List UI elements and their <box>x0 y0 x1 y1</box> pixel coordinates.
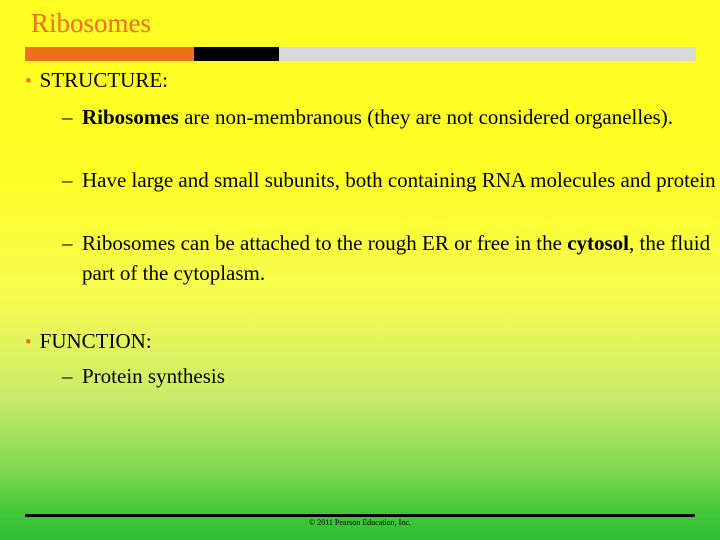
dash-icon: – <box>62 168 73 192</box>
bullet-structure <box>25 68 168 93</box>
sub-item-subunits <box>62 166 720 196</box>
sub-item-protein-synthesis <box>62 362 720 392</box>
copyright-footer: © 2011 Pearson Education, Inc. <box>309 518 411 527</box>
sub-item-text: Protein synthesis <box>82 364 225 388</box>
dash-icon: – <box>62 231 73 255</box>
footer-rule <box>25 514 695 517</box>
sub-item-text: Have large and small subunits, both containing RNA molecules and protein <box>82 168 716 192</box>
title-bar-orange <box>25 47 194 61</box>
title-bar-grey <box>279 47 696 61</box>
bullet-structure-label: STRUCTURE: <box>39 68 169 92</box>
bullet-function <box>25 329 152 354</box>
bullet-dot-icon: • <box>25 332 32 353</box>
sub-item-attachment <box>62 229 720 288</box>
bullet-dot-icon: • <box>25 71 32 92</box>
sub-item-text: Ribosomes can be attached to the rough ER or free in the <box>82 231 568 255</box>
sub-item-text: , the fluid part of the cytoplasm. <box>82 231 711 285</box>
term-ribosomes: Ribosomes <box>82 105 179 129</box>
sub-item-ribosomes-membranous <box>62 103 720 133</box>
dash-icon: – <box>62 364 73 388</box>
sub-item-text: are non-membranous (they are not considered organelles). <box>178 105 673 129</box>
slide-title: Ribosomes <box>31 8 152 38</box>
dash-icon: – <box>62 105 73 129</box>
title-bar-black <box>194 47 279 61</box>
bullet-function-label: FUNCTION: <box>39 329 152 353</box>
term-cytosol: cytosol <box>567 231 630 255</box>
